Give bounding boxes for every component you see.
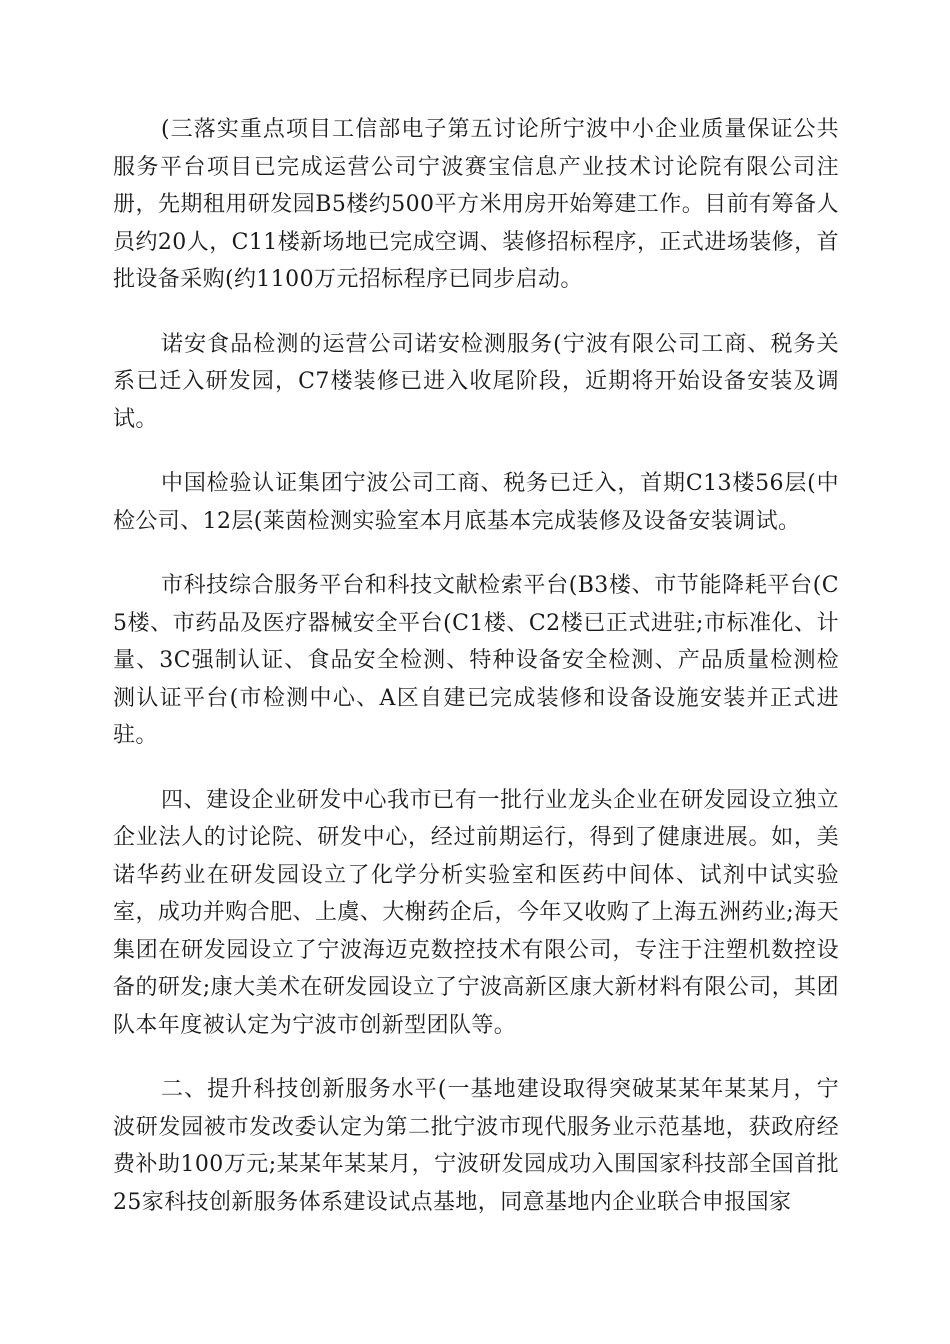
document-body xyxy=(113,111,839,1248)
paragraph-rd-centers: 四、建设企业研发中心我市已有一批行业龙头企业在研发园设立独立企业法人的讨论院、研发中心，经过前期运行，得到了健康进展。如，美诺华药业在研发园设立了化学分析实验室和医药中间体、试剂中试实验室，成功并购合肥、上虞、大榭药企后，今年又收购了上海五洲药业;海天集团在研发园设立了宁波海迈克数控技术有限公司，专注于注塑机数控设备的研发;康大美术在研发园设立了宁波高新区康大新材料有限公司，其团队本年度被认定为宁波市创新型团队等。 xyxy=(113,787,839,1038)
paragraph-food-testing: 诺安食品检测的运营公司诺安检测服务(宁波有限公司工商、税务关系已迁入研发园，C7楼装修已进入收尾阶段，近期将开始设备安装及调试。 xyxy=(113,331,839,432)
paragraph-service-platforms: 市科技综合服务平台和科技文献检索平台(B3楼、市节能降耗平台(C5楼、市药品及医疗器械安全平台(C1楼、C2楼已正式进驻;市标准化、计量、3C强制认证、食品安全检测、特种设备安全检测、产品质量检测检测认证平台(市检测中心、A区自建已完成装修和设备设施安装并正式进驻。 xyxy=(113,573,839,748)
paragraph-innovation-service: 二、提升科技创新服务水平(一基地建设取得突破某某年某某月，宁波研发园被市发改委认定为第二批宁波市现代服务业示范基地，获政府经费补助100万元;某某年某某月，宁波研发园成功入围国家科技部全国首批25家科技创新服务体系建设试点基地，同意基地内企业联合申报国家 xyxy=(113,1077,839,1215)
paragraph-certification-group: 中国检验认证集团宁波公司工商、税务已迁入，首期C13楼56层(中检公司、12层(莱茵检测实验室本月底基本完成装修及设备安装调试。 xyxy=(113,471,839,534)
paragraph-quality-platform: (三落实重点项目工信部电子第五讨论所宁波中小企业质量保证公共服务平台项目已完成运营公司宁波赛宝信息产业技术讨论院有限公司注册，先期租用研发园B5楼约500平方米用房开始筹建工作。目前有筹备人员约20人，C11楼新场地已完成空调、装修招标程序，正式进场装修，首批设备采购(约1100万元招标程序已同步启动。 xyxy=(113,117,839,292)
